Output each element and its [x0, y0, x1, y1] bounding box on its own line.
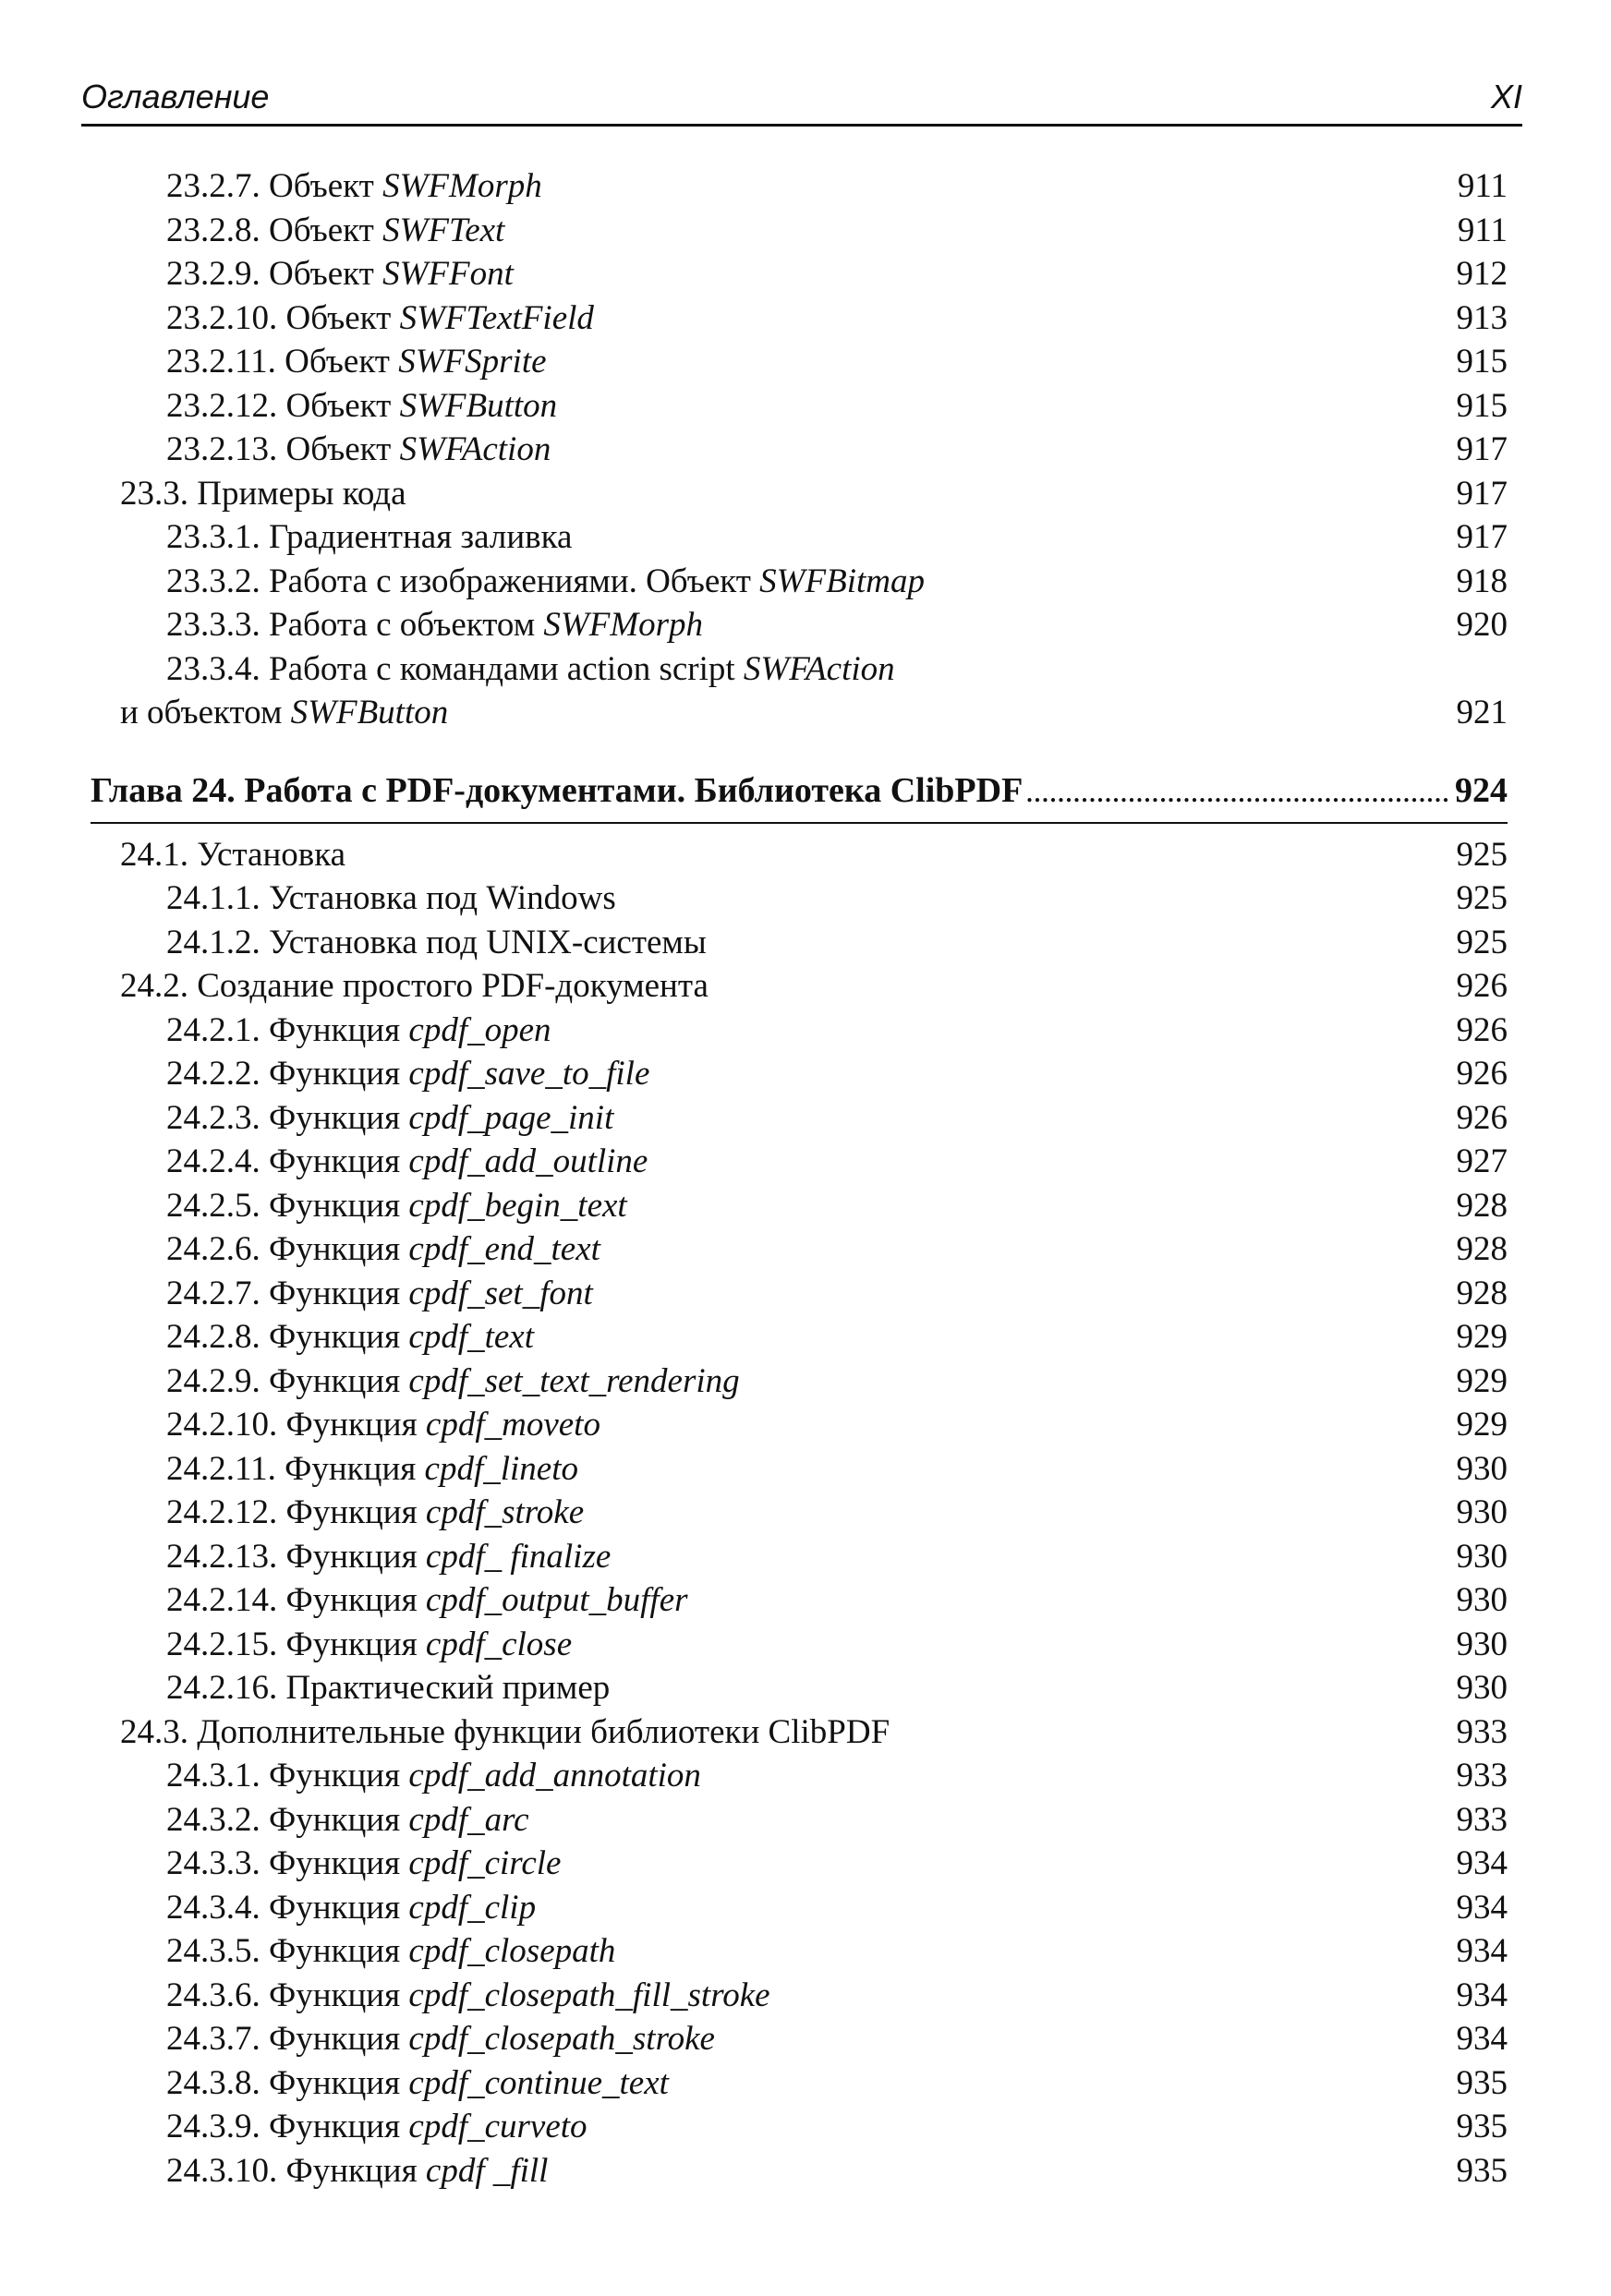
toc-entry-text: Установка	[197, 835, 346, 874]
toc-entry-text: Функция	[269, 1098, 401, 1137]
toc-entry-page: 934	[1456, 1976, 1508, 2014]
toc-entry-text: Объект	[269, 211, 374, 249]
toc-entry-italic: SWFBitmap	[759, 562, 925, 600]
dot-leader	[618, 908, 1455, 909]
dot-leader	[649, 1171, 1454, 1172]
toc-entry-page: 928	[1456, 1230, 1508, 1268]
dot-leader	[891, 1742, 1454, 1743]
toc-entry[interactable]	[0, 428, 1611, 472]
toc-entry-italic: cpdf_lineto	[424, 1449, 578, 1488]
toc-entry-page: 929	[1456, 1361, 1508, 1400]
toc-entry[interactable]	[0, 921, 1611, 965]
toc-entry-number: 24.3.	[120, 1712, 188, 1751]
dot-leader	[615, 1128, 1454, 1129]
toc-entry-number: 24.2.4.	[166, 1142, 260, 1180]
toc-entry[interactable]	[0, 1272, 1611, 1316]
dot-leader	[927, 591, 1455, 592]
dot-leader	[629, 1215, 1455, 1216]
toc-entry-number: 24.2.12.	[166, 1493, 278, 1531]
dot-leader	[506, 240, 1456, 241]
toc-entry-number: 24.3.2.	[166, 1800, 260, 1839]
toc-entry-number: 23.2.10.	[166, 298, 278, 337]
toc-section-23	[0, 164, 1611, 647]
toc-entry-number: 24.2.7.	[166, 1274, 260, 1312]
toc-entry[interactable]	[0, 209, 1611, 253]
toc-entry-italic: SWFMorph	[543, 606, 704, 644]
toc-entry-text: Функция	[285, 1625, 418, 1663]
dot-leader	[717, 2048, 1455, 2049]
toc-entry[interactable]	[0, 1096, 1611, 1141]
toc-entry-text: Функция	[269, 1186, 401, 1225]
toc-entry-number: 24.3.6.	[166, 1976, 260, 2014]
toc-entry-page: 934	[1456, 1932, 1508, 1970]
toc-entry-page: 915	[1456, 343, 1508, 381]
toc-entry-text: Функция	[269, 1230, 401, 1268]
toc-entry-number: 24.1.1.	[166, 879, 260, 917]
toc-entry-italic: cpdf_page_init	[408, 1098, 614, 1137]
toc-entry-number: 24.3.8.	[166, 2063, 260, 2102]
toc-entry-text: Установка под Windows	[269, 879, 616, 917]
toc-entry[interactable]	[0, 1578, 1611, 1623]
toc-entry-italic: cpdf_closepath	[408, 1932, 616, 1970]
toc-entry-text: Функция	[285, 1406, 418, 1444]
toc-entry-text: Функция	[269, 2108, 401, 2145]
toc-entry-number: 24.2.16.	[166, 1669, 278, 1707]
toc-entry[interactable]	[0, 252, 1611, 296]
toc-entry-number: 24.2.10.	[166, 1406, 278, 1444]
dot-leader	[1026, 770, 1451, 818]
chapter-title: Глава 24. Работа с PDF-документами. Библиотека ClibPDF	[91, 770, 1024, 810]
toc-entry[interactable]	[0, 2149, 1611, 2193]
toc-entry-page: 929	[1456, 1318, 1508, 1356]
toc-entry-page: 930	[1456, 1493, 1508, 1531]
toc-entry-text: Работа с изображениями. Объект	[269, 562, 751, 600]
toc-entry-text: Функция	[269, 1010, 401, 1049]
dot-leader	[595, 1303, 1455, 1304]
toc-entry-number: 23.2.8.	[166, 211, 260, 249]
dot-leader	[563, 1873, 1454, 1874]
toc-entry[interactable]	[0, 1974, 1611, 2018]
toc-entry[interactable]	[0, 515, 1611, 560]
toc-entry-italic: cpdf_circle	[408, 1844, 562, 1882]
toc-entry[interactable]	[0, 1052, 1611, 1096]
toc-entry-number: 23.3.2.	[166, 562, 260, 600]
toc-entry[interactable]	[0, 833, 1611, 877]
toc-entry-italic: cpdf_ finalize	[425, 1537, 612, 1576]
toc-entry-number: 24.3.4.	[166, 1888, 260, 1927]
toc-entry[interactable]	[0, 603, 1611, 647]
toc-entry-text: Функция	[269, 1800, 401, 1839]
toc-entry-italic: SWFButton	[290, 694, 449, 731]
toc-entry-italic: cpdf_arc	[408, 1800, 529, 1839]
toc-entry-text: Объект	[269, 255, 374, 293]
dot-leader	[602, 1259, 1455, 1260]
toc-entry-number: 24.3.7.	[166, 2020, 260, 2058]
toc-entry-page: 926	[1456, 1098, 1508, 1137]
dot-leader	[450, 722, 1454, 723]
toc-entry-text: Функция	[285, 1449, 417, 1488]
toc-entry-page: 935	[1456, 2151, 1508, 2190]
toc-entry-text: Функция	[285, 1581, 418, 1619]
toc-entry-text: Градиентная заливка	[269, 518, 573, 556]
toc-entry-italic: cpdf_begin_text	[408, 1186, 627, 1225]
toc-entry-number: 23.2.12.	[166, 386, 278, 425]
toc-entry-page: 917	[1456, 430, 1508, 468]
toc-entry-page: 911	[1457, 211, 1508, 249]
toc-entry-text: Объект	[285, 343, 390, 381]
chapter-rule	[91, 822, 1508, 824]
toc-entry-text: Объект	[285, 430, 392, 468]
dot-leader	[710, 996, 1455, 997]
toc-entry-italic: cpdf_closepath_fill_stroke	[408, 1976, 770, 2014]
dot-leader	[574, 547, 1454, 548]
dot-leader	[596, 328, 1455, 329]
dot-leader	[559, 416, 1454, 417]
toc-entry[interactable]	[0, 2017, 1611, 2061]
toc-entry-text: Работа с командами action script	[269, 649, 735, 688]
toc-entry-page: 930	[1456, 1537, 1508, 1576]
toc-entry-page: 933	[1456, 1712, 1508, 1751]
toc-entry-italic: SWFButton	[399, 386, 558, 425]
toc-entry[interactable]	[0, 384, 1611, 429]
toc-entry-text: Функция	[269, 1976, 401, 2014]
toc-entry-page: 933	[1456, 1800, 1508, 1839]
toc-entry-number: 24.2.14.	[166, 1581, 278, 1619]
dot-leader	[544, 196, 1456, 197]
toc-entry-number: 24.2.1.	[166, 1010, 260, 1049]
dot-leader	[553, 1040, 1455, 1041]
toc-entry-text: Функция	[269, 2020, 401, 2058]
toc-entry[interactable]	[0, 296, 1611, 341]
toc-entry-page: 927	[1456, 1142, 1508, 1180]
toc-entry[interactable]	[0, 1886, 1611, 1930]
toc-entry-page: 926	[1456, 967, 1508, 1005]
toc-entry[interactable]	[0, 2105, 1611, 2149]
toc-entry-page: 930	[1456, 1581, 1508, 1619]
toc-entry[interactable]	[0, 1491, 1611, 1535]
toc-entry-italic: cpdf_open	[408, 1010, 551, 1049]
toc-entry-italic: cpdf_close	[425, 1625, 573, 1663]
toc-entry[interactable]	[0, 876, 1611, 921]
toc-entry-italic: cpdf_set_text_rendering	[408, 1361, 740, 1400]
toc-entry-number: 24.2.9.	[166, 1361, 260, 1400]
dot-leader	[742, 1391, 1455, 1392]
toc-entry-text: Объект	[285, 386, 392, 425]
toc-entry-number: 24.2.	[120, 967, 188, 1005]
toc-entry-page: 926	[1456, 1010, 1508, 1049]
dot-leader	[586, 1522, 1454, 1523]
dot-leader	[709, 952, 1455, 953]
toc-entry-text: Функция	[269, 1055, 401, 1093]
toc-entry-number: 24.3.1.	[166, 1757, 260, 1795]
toc-entry-text: Функция	[269, 1361, 401, 1400]
toc-entry-italic: SWFMorph	[382, 167, 542, 205]
dot-leader	[690, 1610, 1455, 1611]
toc-entry-page: 920	[1456, 606, 1508, 644]
toc-entry-number: 24.2.5.	[166, 1186, 260, 1225]
dot-leader	[589, 2136, 1455, 2137]
toc-entry[interactable]	[0, 1798, 1611, 1843]
toc-entry-number: 24.1.	[120, 835, 188, 874]
dot-leader	[574, 1654, 1454, 1655]
toc-entry[interactable]	[0, 164, 1611, 209]
running-head	[81, 68, 1522, 127]
toc-entry-page: 913	[1456, 298, 1508, 337]
toc-entry[interactable]	[0, 340, 1611, 384]
toc-entry-page: 934	[1456, 1844, 1508, 1882]
toc-entry-italic: cpdf_output_buffer	[425, 1581, 688, 1619]
toc-entry-italic: cpdf_continue_text	[408, 2063, 669, 2102]
toc-entry-italic: cpdf _fill	[425, 2151, 549, 2190]
toc-entry-text: Практический пример	[285, 1669, 611, 1707]
dot-leader	[552, 459, 1454, 460]
toc-entry-number: 24.3.10.	[166, 2151, 278, 2190]
toc-entry-page: 925	[1456, 923, 1508, 961]
toc-entry-text: Функция	[269, 1888, 401, 1927]
toc-entry-italic: SWFTextField	[399, 298, 594, 337]
toc-entry-text: Функция	[269, 1318, 401, 1356]
running-head-page-number: XI	[1490, 78, 1522, 115]
dot-leader	[347, 864, 1454, 865]
toc-entry-italic: cpdf_end_text	[408, 1230, 600, 1268]
toc-entry[interactable]	[0, 1359, 1611, 1404]
toc-entry-text: Объект	[269, 167, 374, 205]
toc-entry-number: 24.1.2.	[166, 923, 260, 961]
toc-entry-number: 23.3.	[120, 474, 188, 513]
toc-entry-italic: cpdf_add_outline	[408, 1142, 648, 1180]
toc-entry-number: 23.3.4.	[166, 649, 260, 688]
toc-entry-page: 925	[1456, 879, 1508, 917]
toc-entry-text: Работа с объектом	[269, 606, 536, 644]
toc-entry[interactable]	[0, 964, 1611, 1009]
dot-leader	[772, 2005, 1455, 2006]
toc-entry-text: Объект	[285, 298, 392, 337]
toc-entry-number: 23.3.3.	[166, 606, 260, 644]
toc-entry-number: 24.2.3.	[166, 1098, 260, 1137]
toc-entry-page: 925	[1456, 835, 1508, 874]
toc-entry-text: Функция	[269, 1274, 401, 1312]
chapter-page: 924	[1455, 770, 1508, 810]
toc-entry-page: 929	[1456, 1406, 1508, 1444]
toc-section-24	[0, 833, 1611, 2193]
dot-leader	[703, 1785, 1455, 1786]
toc-entry[interactable]	[0, 1535, 1611, 1579]
toc-entry-text: Функция	[269, 1844, 401, 1882]
toc-entry-italic: cpdf_set_font	[408, 1274, 593, 1312]
toc-entry-page: 911	[1457, 167, 1508, 205]
toc-entry-text: и объектом	[120, 694, 283, 731]
toc-entry-page: 934	[1456, 2020, 1508, 2058]
toc-entry[interactable]	[0, 1710, 1611, 1755]
toc-entry-text: Функция	[269, 1142, 401, 1180]
toc-entry-text: Установка под UNIX-системы	[269, 923, 707, 961]
toc-entry-italic: SWFAction	[743, 649, 895, 688]
dot-leader	[580, 1479, 1455, 1480]
toc-entry-italic: cpdf_stroke	[425, 1493, 585, 1531]
toc-entry-page: 930	[1456, 1449, 1508, 1488]
toc-entry-italic: cpdf_curveto	[408, 2108, 587, 2145]
toc-entry-page: 935	[1456, 2108, 1508, 2145]
toc-entry-page: 935	[1456, 2063, 1508, 2102]
toc-entry[interactable]	[0, 560, 1611, 604]
toc-entry-page: 926	[1456, 1055, 1508, 1093]
toc-entry-text: Функция	[285, 2151, 418, 2190]
toc-entry-italic: cpdf_text	[408, 1318, 534, 1356]
table-of-contents	[0, 164, 1611, 2193]
toc-entry[interactable]	[0, 1227, 1611, 1272]
dot-leader	[602, 1434, 1455, 1435]
toc-entry[interactable]	[0, 1754, 1611, 1798]
toc-entry-text: Функция	[285, 1537, 418, 1576]
toc-entry[interactable]	[0, 1403, 1611, 1447]
toc-entry-italic: cpdf_closepath_stroke	[408, 2020, 715, 2058]
toc-entry[interactable]	[0, 1623, 1611, 1667]
toc-entry-page: 918	[1456, 562, 1508, 600]
toc-entry-wrapped-line2[interactable]	[0, 691, 1611, 735]
toc-entry[interactable]	[0, 1140, 1611, 1184]
toc-entry-number: 23.2.9.	[166, 255, 260, 293]
toc-entry[interactable]	[0, 1842, 1611, 1886]
toc-entry-italic: SWFFont	[382, 255, 514, 293]
toc-entry-page: 930	[1456, 1625, 1508, 1663]
toc-entry-page: 915	[1456, 386, 1508, 425]
toc-entry-italic: SWFText	[382, 211, 505, 249]
toc-entry-number: 24.2.15.	[166, 1625, 278, 1663]
toc-entry-number: 24.2.11.	[166, 1449, 276, 1488]
toc-entry-page: 921	[1456, 694, 1508, 731]
toc-entry-page: 934	[1456, 1888, 1508, 1927]
toc-entry-number: 24.3.9.	[166, 2108, 260, 2145]
toc-entry[interactable]	[0, 1315, 1611, 1359]
toc-entry-number: 24.2.6.	[166, 1230, 260, 1268]
toc-entry-italic: cpdf_save_to_file	[408, 1055, 650, 1093]
chapter-heading[interactable]	[0, 767, 1611, 815]
toc-entry-page: 933	[1456, 1757, 1508, 1795]
toc-entry-text: Создание простого PDF-документа	[197, 967, 709, 1005]
toc-entry-italic: SWFSprite	[398, 343, 547, 381]
toc-entry[interactable]	[0, 1929, 1611, 1974]
toc-entry-page: 917	[1456, 474, 1508, 513]
dot-leader	[408, 503, 1455, 504]
toc-entry-page: 917	[1456, 518, 1508, 556]
toc-entry-text: Примеры кода	[197, 474, 406, 513]
dot-leader	[549, 371, 1455, 372]
toc-entry-wrapped-line1[interactable]	[0, 647, 1611, 692]
toc-entry-number: 24.3.5.	[166, 1932, 260, 1970]
toc-entry-page: 928	[1456, 1186, 1508, 1225]
toc-entry-text: Функция	[269, 1757, 401, 1795]
toc-entry-italic: cpdf_add_annotation	[408, 1757, 701, 1795]
toc-entry-number: 23.2.7.	[166, 167, 260, 205]
dot-leader	[531, 1830, 1455, 1831]
toc-entry-number: 23.3.1.	[166, 518, 260, 556]
toc-entry[interactable]	[0, 472, 1611, 516]
toc-entry-number: 24.3.3.	[166, 1844, 260, 1882]
toc-entry-text: Функция	[269, 2063, 401, 2102]
toc-entry-text: Функция	[285, 1493, 418, 1531]
running-head-title: Оглавление	[81, 78, 270, 115]
toc-entry-text: Функция	[269, 1932, 401, 1970]
toc-entry-page: 928	[1456, 1274, 1508, 1312]
toc-entry-number: 24.2.8.	[166, 1318, 260, 1356]
dot-leader	[705, 634, 1454, 635]
toc-entry-number: 24.2.13.	[166, 1537, 278, 1576]
dot-leader	[651, 1083, 1454, 1084]
dot-leader	[671, 2093, 1455, 2094]
toc-entry-italic: cpdf_moveto	[425, 1406, 600, 1444]
dot-leader	[617, 1961, 1454, 1962]
toc-entry-text: Дополнительные функции библиотеки ClibPDF	[197, 1712, 890, 1751]
dot-leader	[612, 1566, 1454, 1567]
toc-entry[interactable]	[0, 1184, 1611, 1228]
toc-entry-page: 930	[1456, 1669, 1508, 1707]
toc-entry-number: 23.2.13.	[166, 430, 278, 468]
toc-entry[interactable]	[0, 1666, 1611, 1710]
toc-entry-number: 23.2.11.	[166, 343, 276, 381]
toc-entry-page: 912	[1456, 255, 1508, 293]
toc-entry[interactable]	[0, 2061, 1611, 2106]
toc-entry-number: 24.2.2.	[166, 1055, 260, 1093]
toc-entry[interactable]	[0, 1447, 1611, 1492]
toc-entry-italic: SWFAction	[399, 430, 551, 468]
toc-entry[interactable]	[0, 1009, 1611, 1053]
toc-entry-italic: cpdf_clip	[408, 1888, 537, 1927]
dot-leader	[538, 1917, 1454, 1918]
